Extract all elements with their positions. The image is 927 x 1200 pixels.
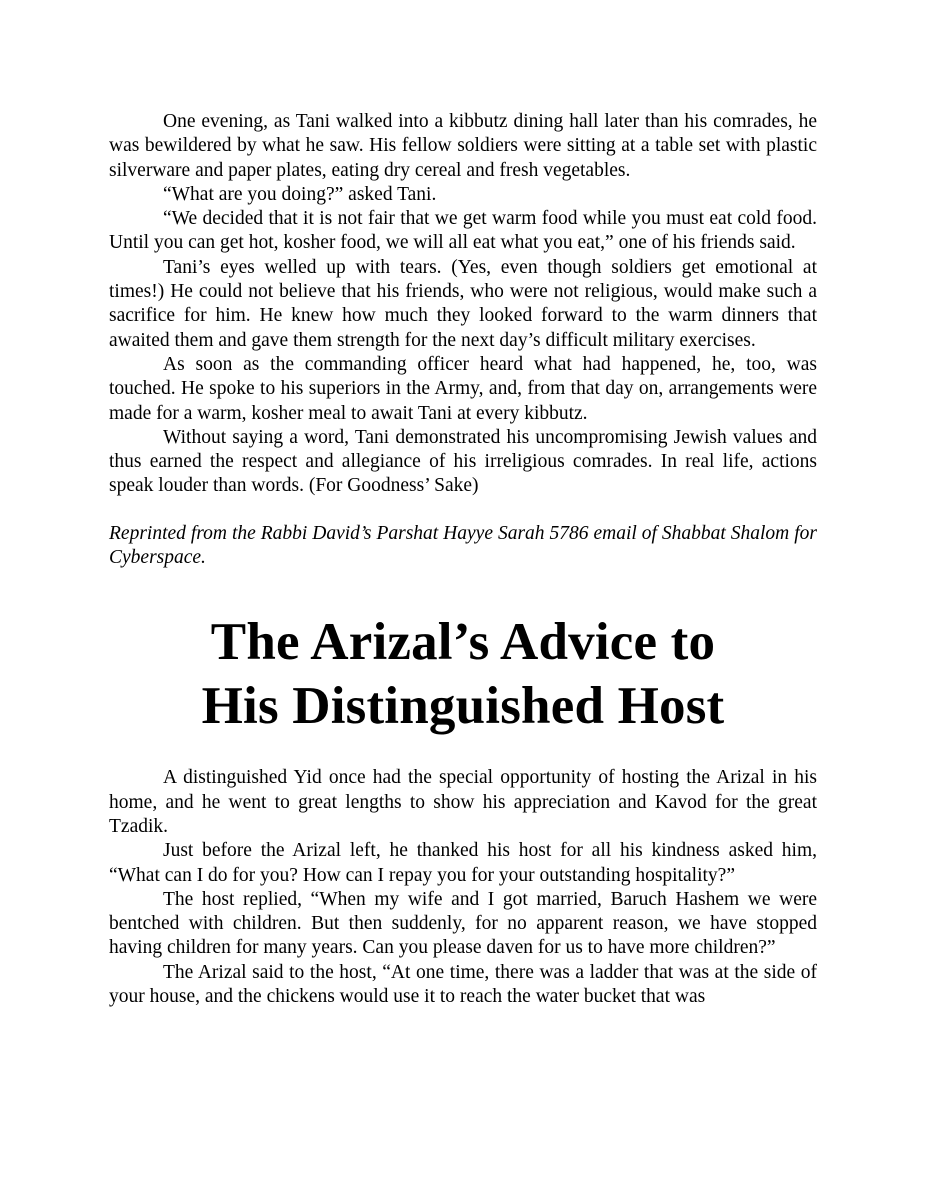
paragraph: “What are you doing?” asked Tani.: [163, 183, 437, 205]
article-title: [109, 610, 817, 738]
reprint-note: Reprinted from the Rabbi David’s Parshat Hayye Sarah 5786 email of Shabbat Shalom for Cyberspace.: [109, 522, 817, 569]
article-story-continued: [109, 110, 817, 570]
article-arizal-advice: [109, 766, 817, 1009]
paragraph: Just before the Arizal left, he thanked his host for all his kindness asked him, “What can I do for you? How can I repay you for your outstanding hospitality?”: [109, 840, 817, 886]
paragraph: A distinguished Yid once had the special opportunity of hosting the Arizal in his home, and he went to great lengths to show his appreciation and Kavod for the great Tzadik.: [109, 767, 817, 837]
title-line-2: His Distinguished Host: [201, 677, 725, 736]
paragraph: Without saying a word, Tani demonstrated his uncompromising Jewish values and thus earned the respect and allegiance of his irreligious comrades. In real life, actions speak louder than words. (For Goodness’ Sake): [109, 426, 817, 497]
paragraph: As soon as the commanding officer heard what had happened, he, too, was touched. He spoke to his superiors in the Army, and, from that day on, arrangements were made for a warm, kosher meal to await Tani at every kibbutz.: [109, 353, 817, 424]
title-line-1: The Arizal’s Advice to: [210, 613, 716, 672]
paragraph: The Arizal said to the host, “At one time, there was a ladder that was at the side of your house, and the chickens would use it to reach the water bucket that was: [109, 961, 817, 1008]
paragraph: Tani’s eyes welled up with tears. (Yes, even though soldiers get emotional at times!) He could not believe that his friends, who were not religious, would make such a sacrifice for him. He knew how much they looked forward to the warm dinners that awaited them and gave them strength for the next day’s difficult military exercises.: [109, 256, 817, 351]
paragraph: The host replied, “When my wife and I got married, Baruch Hashem we were bentched with children. But then suddenly, for no apparent reason, we have stopped having children for many years. Can you please daven for us to have more children?”: [109, 888, 817, 959]
paragraph: One evening, as Tani walked into a kibbutz dining hall later than his comrades, he was bewildered by what he saw. His fellow soldiers were sitting at a table set with plastic silverware and paper plates, eating dry cereal and fresh vegetables.: [109, 111, 817, 181]
paragraph: “We decided that it is not fair that we get warm food while you must eat cold food. Until you can get hot, kosher food, we will all eat what you eat,” one of his friends said.: [109, 208, 817, 254]
